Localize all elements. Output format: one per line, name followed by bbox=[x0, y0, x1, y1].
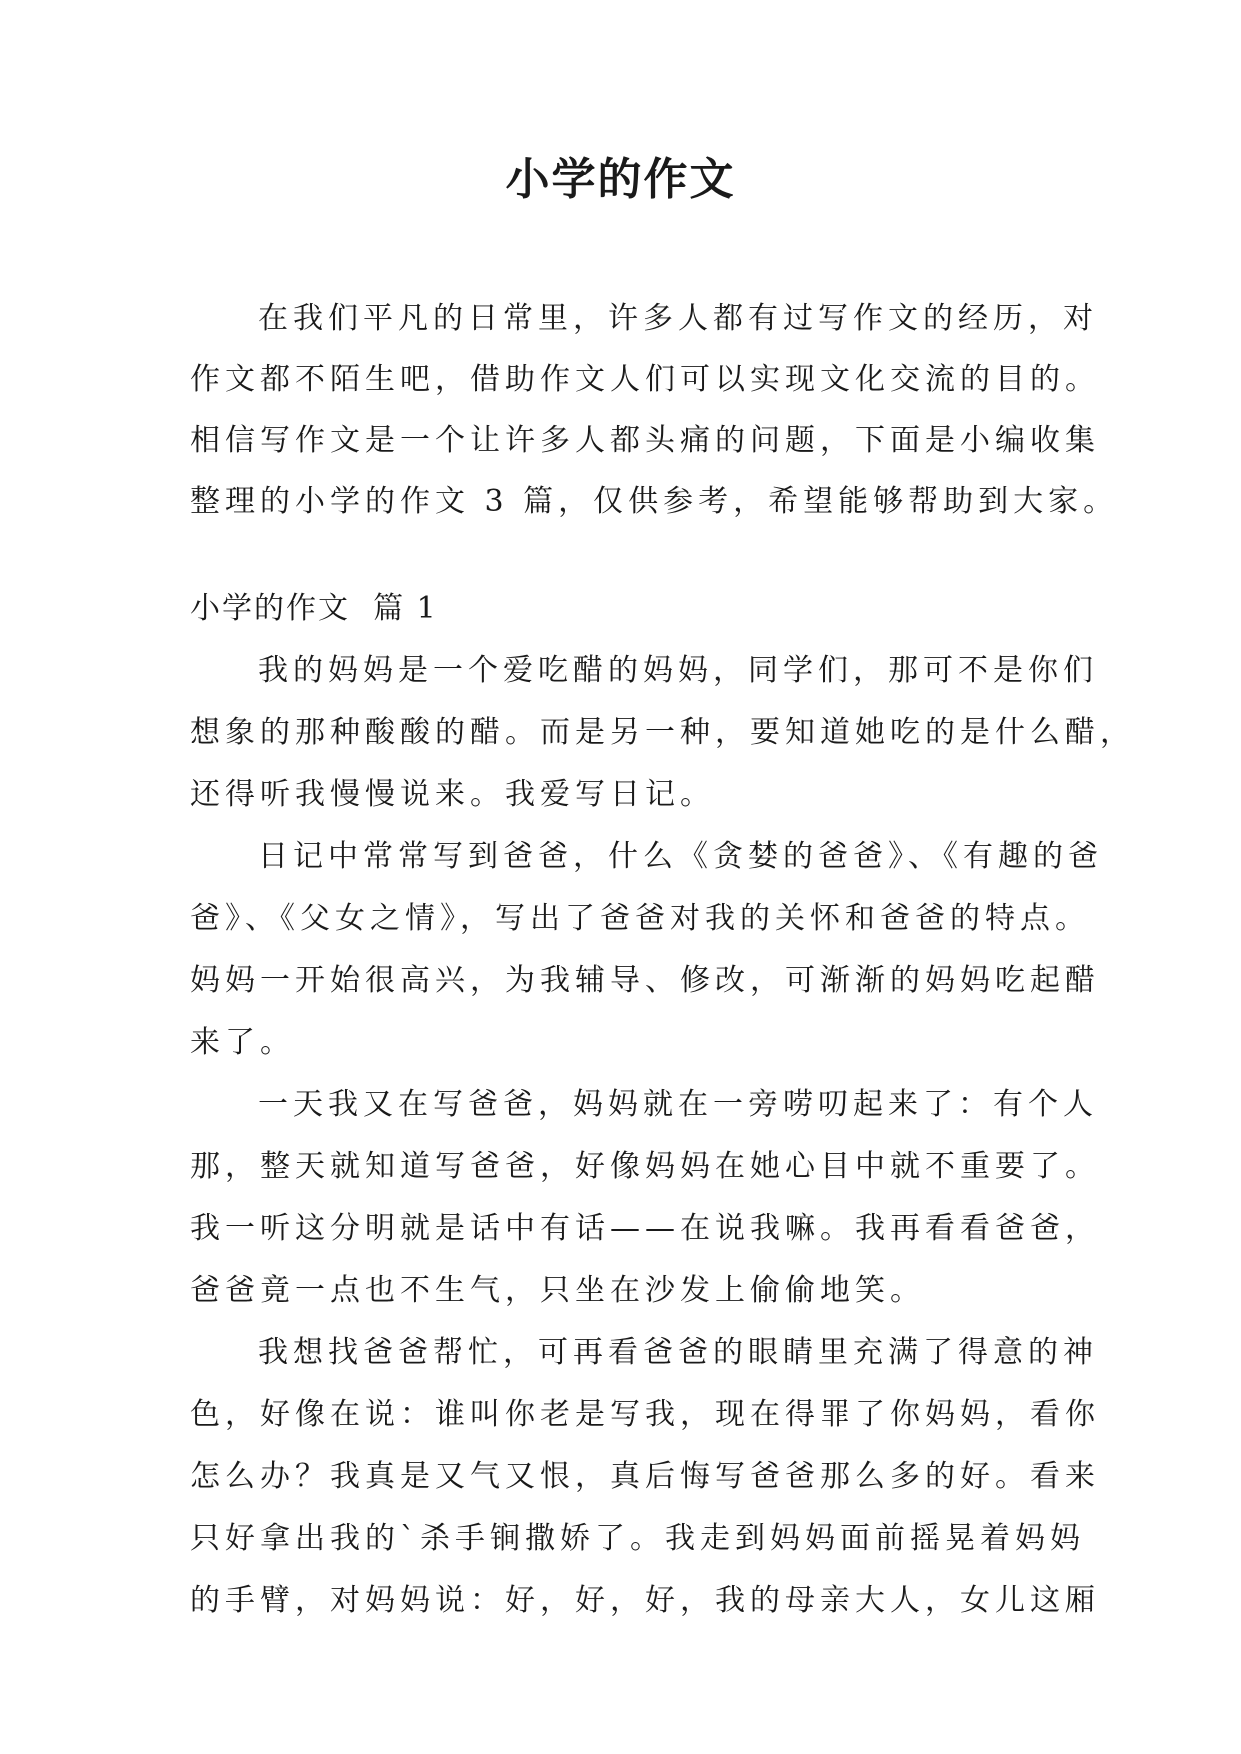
text-line: 在我们平凡的日常里，许多人都有过写作文的经历，对 bbox=[258, 301, 1098, 336]
text-line: 作文都不陌生吧，借助作文人们可以实现文化交流的目的。 bbox=[190, 362, 1100, 397]
text-line: 整理的小学的作文 3 篇，仅供参考，希望能够帮助到大家。 bbox=[190, 484, 1119, 519]
paragraph-2 bbox=[190, 826, 1103, 1074]
text-line: 爸爸竟一点也不生气，只坐在沙发上偷偷地笑。 bbox=[190, 1273, 925, 1308]
paragraph-1 bbox=[190, 640, 1135, 826]
text-line: 我想找爸爸帮忙，可再看爸爸的眼睛里充满了得意的神 bbox=[258, 1335, 1098, 1370]
text-line: 我的妈妈是一个爱吃醋的妈妈，同学们，那可不是你们 bbox=[258, 653, 1098, 688]
document-title: 小学的作文 bbox=[505, 154, 736, 205]
text-line: 怎么办？我真是又气又恨，真后悔写爸爸那么多的好。看来 bbox=[190, 1459, 1100, 1494]
text-line: 色，好像在说：谁叫你老是写我，现在得罪了你妈妈，看你 bbox=[190, 1397, 1100, 1432]
essay-section-1 bbox=[190, 578, 1135, 1632]
text-line: 想象的那种酸酸的醋。而是另一种，要知道她吃的是什么醋， bbox=[190, 715, 1135, 750]
intro-text bbox=[190, 288, 1119, 532]
text-line: 还得听我慢慢说来。我爱写日记。 bbox=[190, 777, 715, 812]
text-line: 爸》、《父女之情》，写出了爸爸对我的关怀和爸爸的特点。 bbox=[190, 901, 1090, 936]
section-heading: 小学的作文 篇 1 bbox=[190, 591, 438, 626]
text-line: 的手臂，对妈妈说：好，好，好，我的母亲大人，女儿这厢 bbox=[190, 1583, 1100, 1618]
text-line: 那，整天就知道写爸爸，好像妈妈在她心目中就不重要了。 bbox=[190, 1149, 1100, 1184]
text-line: 相信写作文是一个让许多人都头痛的问题，下面是小编收集 bbox=[190, 423, 1100, 458]
text-line: 妈妈一开始很高兴，为我辅导、修改，可渐渐的妈妈吃起醋 bbox=[190, 963, 1100, 998]
text-line: 只好拿出我的`杀手锏撒娇了。我走到妈妈面前摇晃着妈妈 bbox=[190, 1521, 1085, 1556]
paragraph-3 bbox=[190, 1074, 1100, 1322]
text-line: 一天我又在写爸爸，妈妈就在一旁唠叨起来了：有个人 bbox=[258, 1087, 1098, 1122]
text-line: 来了。 bbox=[190, 1025, 295, 1060]
paragraph-4 bbox=[190, 1322, 1100, 1632]
text-line: 日记中常常写到爸爸，什么《贪婪的爸爸》、《有趣的爸 bbox=[258, 839, 1103, 874]
intro-paragraph bbox=[190, 288, 1119, 532]
text-line: 我一听这分明就是话中有话——在说我嘛。我再看看爸爸， bbox=[190, 1211, 1100, 1246]
